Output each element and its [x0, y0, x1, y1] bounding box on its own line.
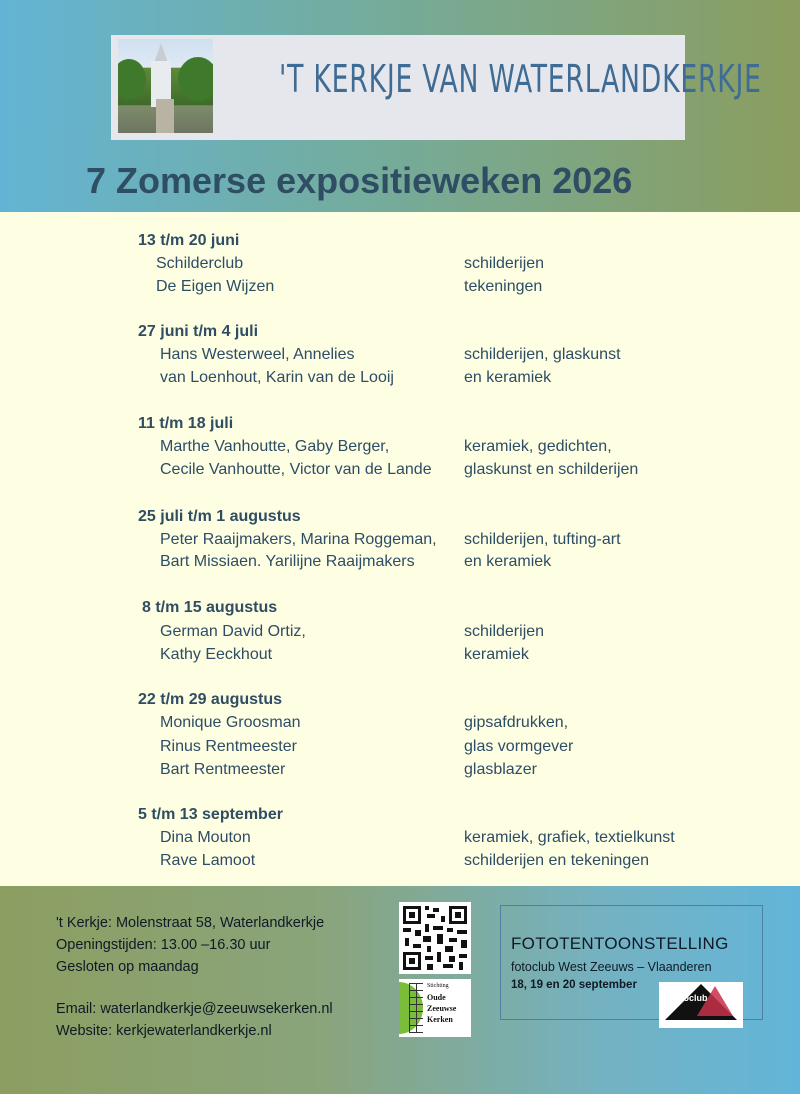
art-type: glas vormgever [464, 738, 574, 755]
art-type: tekeningen [464, 278, 543, 295]
week-date: 27 juni t/m 4 juli [138, 323, 259, 340]
artist-name: Bart Missiaen. Yarilijne Raaijmakers [160, 553, 415, 570]
artist-name: De Eigen Wijzen [156, 278, 275, 295]
schedule [0, 212, 800, 886]
art-type: schilderijen en tekeningen [464, 852, 650, 869]
artist-name: Cecile Vanhoutte, Victor van de Lande [160, 461, 432, 478]
art-type: gipsafdrukken, [464, 714, 569, 731]
art-type: schilderijen [464, 623, 545, 640]
artist-name: van Loenhout, Karin van de Looij [160, 369, 394, 386]
main-title: 7 Zomerse expositieweken 2026 [86, 160, 633, 201]
artist-name: Hans Westerweel, Annelies [160, 346, 355, 363]
week-date: 11 t/m 18 juli [138, 415, 234, 432]
art-type: schilderijen, glaskunst [464, 346, 621, 363]
email-text[interactable]: Email: waterlandkerkje@zeeuwsekerken.nl [56, 1001, 333, 1017]
week-date: 8 t/m 15 augustus [142, 599, 278, 616]
expo-title: FOTOTENTOONSTELLING [511, 934, 729, 953]
week-date: 25 juli t/m 1 augustus [138, 508, 301, 525]
art-type: glasblazer [464, 761, 537, 778]
artist-name: Peter Raaijmakers, Marina Roggeman, [160, 531, 437, 548]
art-type: schilderijen, tufting-art [464, 531, 621, 548]
header [0, 0, 800, 212]
expo-dates: 18, 19 en 20 september [511, 979, 637, 991]
artist-name: Kathy Eeckhout [160, 646, 273, 663]
artist-name: German David Ortiz, [160, 623, 306, 640]
artist-name: Bart Rentmeester [160, 761, 286, 778]
artist-name: Dina Mouton [160, 829, 251, 846]
week-date: 22 t/m 29 augustus [138, 691, 283, 708]
closed-day-text: Gesloten op maandag [56, 959, 199, 975]
art-type: keramiek, gedichten, [464, 438, 612, 455]
opening-hours-text: Openingstijden: 13.00 –16.30 uur [56, 937, 271, 953]
website-text[interactable]: Website: kerkjewaterlandkerkje.nl [56, 1023, 272, 1039]
artist-name: Rinus Rentmeester [160, 738, 297, 755]
banner-title: 'T KERKJE VAN WATERLANDKERKJE [279, 57, 762, 101]
artist-name: Rave Lamoot [160, 852, 256, 869]
footer [0, 886, 800, 1094]
art-type: schilderijen [464, 255, 545, 272]
banner [111, 35, 762, 140]
qr-code-icon[interactable] [399, 902, 471, 974]
church-photo [118, 39, 213, 133]
art-type: en keramiek [464, 553, 552, 570]
art-type: glaskunst en schilderijen [464, 461, 639, 478]
art-type: en keramiek [464, 369, 552, 386]
address-text: 't Kerkje: Molenstraat 58, Waterlandkerkje [56, 915, 325, 931]
week-date: 13 t/m 20 juni [138, 232, 240, 249]
week-date: 5 t/m 13 september [138, 806, 283, 823]
artist-name: Monique Groosman [160, 714, 301, 731]
artist-name: Schilderclub [156, 255, 244, 272]
expo-club: fotoclub West Zeeuws – Vlaanderen [511, 960, 712, 974]
art-type: keramiek [464, 646, 529, 663]
artist-name: Marthe Vanhoutte, Gaby Berger, [160, 438, 390, 455]
art-type: keramiek, grafiek, textielkunst [464, 829, 675, 846]
fotoclub-logo: fotoclub [659, 982, 743, 1028]
stichting-oude-zeeuwse-kerken-logo: Stichting Oude Zeeuwse Kerken [399, 979, 471, 1037]
